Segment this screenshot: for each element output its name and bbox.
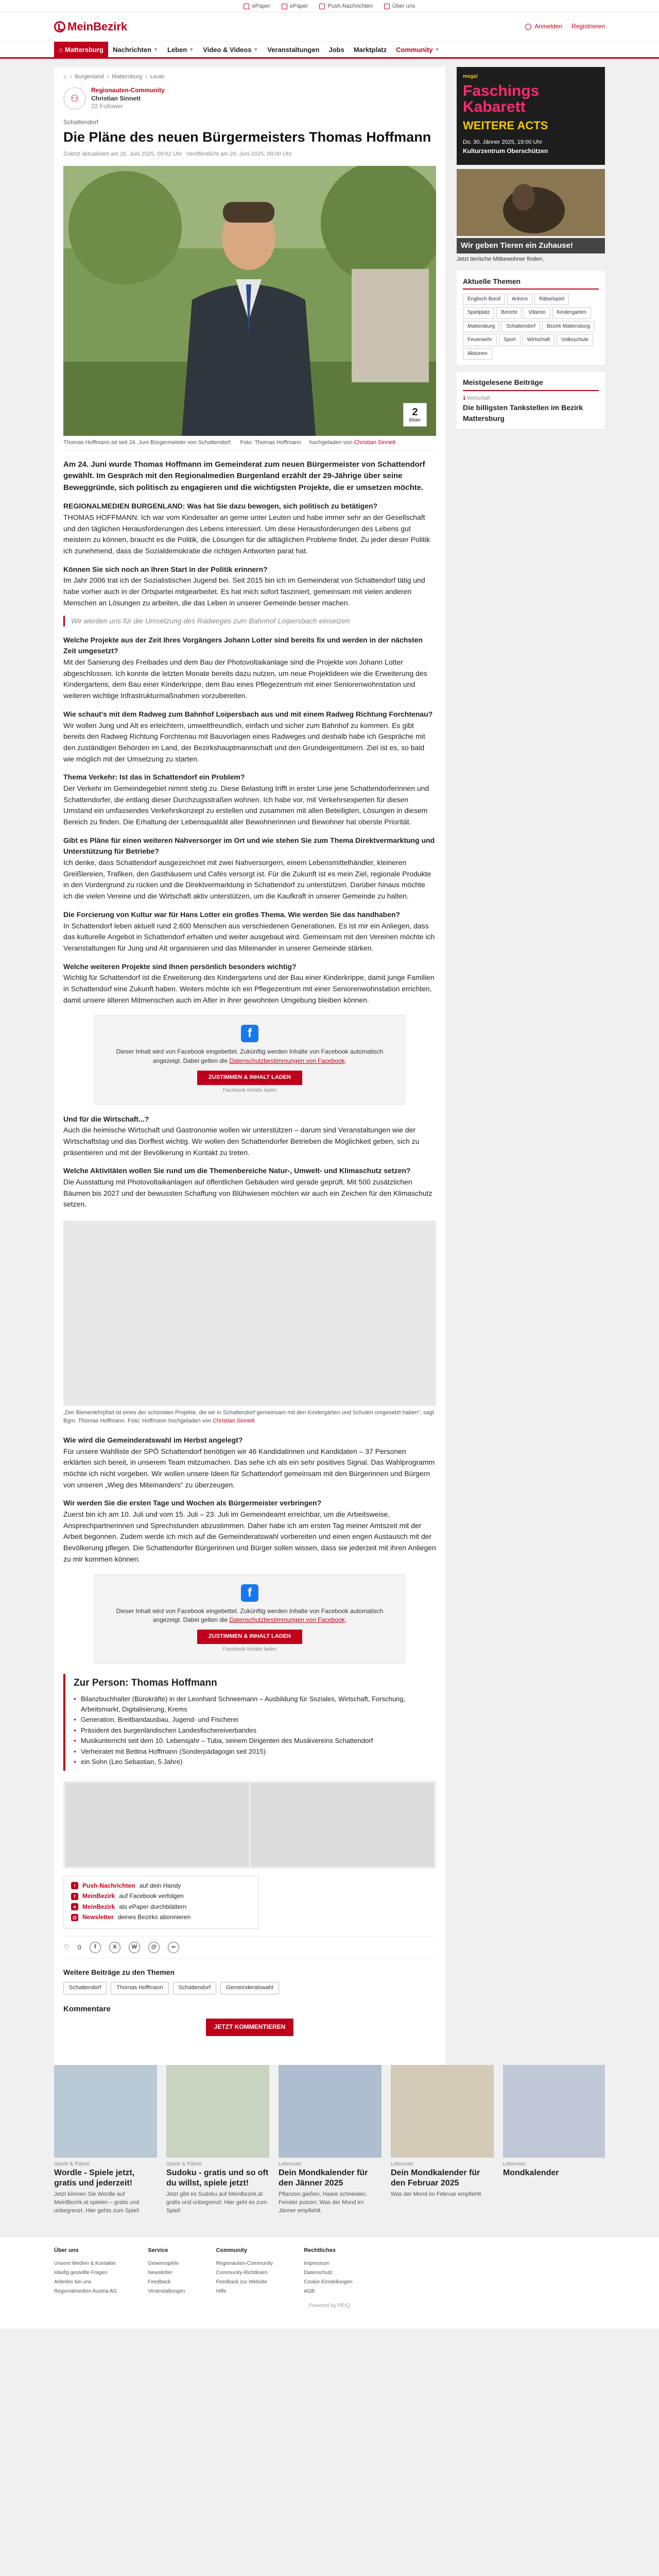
- teaser-card[interactable]: Lebensart Dein Mondkalender für den Jänner 2025 Pflanzen gießen, Haare schneiden, Fenster putzen: Was der Mond im Jänner empfiehlt.: [279, 2065, 381, 2215]
- main-navigation: [0, 41, 659, 59]
- interview-qa: Und für die Wirtschaft...? Auch die heimische Wirtschaft und Gastronomie wollen wir unterstützen – darum sind Veranstaltungen wie der Wirtschaftstag und das Dorffest wichtig. Wir wollen den Schattendorfer Betrieben die Möglichkeit geben, sich zu präsentieren und mit der Bevölkerung in Kontakt zu treten.: [63, 1114, 420, 1157]
- teaser-image: [279, 2065, 381, 2158]
- comments-title: Kommentare: [63, 2004, 111, 2013]
- footer-col-about: Über uns Unsere Medien & Kontakte Häufig gestellte Fragen Arbeiten bei uns Regionalmedien Austria AG: [54, 2247, 117, 2296]
- footer-link[interactable]: Regionauten-Community: [216, 2260, 273, 2266]
- tag[interactable]: Thomas Hoffmann: [111, 1982, 168, 1994]
- article-main: [54, 67, 445, 2065]
- hero-caption: Thomas Hoffmann ist seit 24. Juni Bürgermeister von Schattendorf. Foto: Thomas Hoffmann hochgeladen von Christian Sinnett: [63, 436, 436, 451]
- interview-qa: Wie schaut's mit dem Radweg zum Bahnhof Loipersbach aus und mit einem Radweg Richtung Forchtenau? Wir wollen Jung und Alt es erleichtern, umweltfreundlich, einfach und sicher zum Bahnhof zu kommen. Es gibt bereits den Radweg Richtung Forchtenau mit Bauvorlagen eines Radweges und deshalb habe ich Gespräche mit den zuständigen Behörden im Land, der Bezirkshauptmannschaft und den Grundeigentümern. Ziel ist es, so bald wie möglich mit der Umsetzung zu starten.: [63, 709, 433, 763]
- author-followers: 22 Follower: [91, 103, 124, 110]
- topic-chip[interactable]: Vitamin: [524, 307, 550, 319]
- privacy-link[interactable]: Datenschutzbestimmungen von Facebook: [229, 1616, 345, 1623]
- footer-link[interactable]: Impressum: [304, 2260, 330, 2266]
- promo-epaper[interactable]: e MeinBezirk als ePaper durchblättern: [71, 1903, 251, 1911]
- photo-count: 2: [412, 406, 418, 418]
- pull-quote: Wir werden uns für die Umsetzung des Radweges zum Bahnhof Loipersbach einsetzen: [63, 616, 436, 626]
- hero-photo: [63, 166, 436, 436]
- newspaper-icon: [282, 4, 287, 9]
- footer-link[interactable]: AGB: [304, 2288, 315, 2294]
- interview-block: [63, 501, 436, 1006]
- interview-qa: Welche weiteren Projekte sind Ihnen persönlich besonders wichtig? Wichtig für Schattendorf ist die Erweiterung des Kindergartens und der Bau einer Kinderkrippe, damit junge Familien in Schattendorf eine Zukunft haben. Weiters möchte ich ein Pflegezentrum mit einer Seniorenwohnstation errichten, damit unsere älteren Mitmenschen auch im Alter in ihrer gewohnten Umgebung bleiben können.: [63, 962, 435, 1004]
- topbar-item-about[interactable]: Über uns: [384, 0, 415, 12]
- interview-qa: Thema Verkehr: Ist das in Schattendorf ein Problem? Der Verkehr im Gemeindegebiet nimmt stetig zu. Diese Belastung trifft in erster Linie jene Schattendorferinnen und Schattendorfer, die entlang dieser Durchzugsstraßen wohnen. Ich habe vor, mit Verkehrsexperten für diesen Umstand ein umfassendes Verkehrskonzept zu erstellen und zusammen mit allen Beteiligten, Lösungen in diesem Bereich zu finden. Die Erhaltung der Lebensqualität aller Bewohnerinnen und Bewohner hat oberste Priorität.: [63, 773, 429, 826]
- home-icon[interactable]: ⌂: [63, 74, 67, 80]
- nav-item-marktplatz[interactable]: Marktplatz: [353, 46, 387, 54]
- page-title: Die Pläne des neuen Bürgermeisters Thomas Hoffmann: [63, 129, 431, 145]
- promo-facebook[interactable]: f MeinBezirk auf Facebook verfolgen: [71, 1892, 251, 1901]
- topic-chip[interactable]: Volksschule: [557, 334, 593, 346]
- chevron-down-icon: ▼: [153, 47, 159, 52]
- chevron-down-icon: ▼: [253, 47, 258, 52]
- share-bar: [63, 1936, 436, 1959]
- topic-chip[interactable]: Sport: [499, 334, 521, 346]
- facebook-icon: f: [241, 1584, 258, 1602]
- interview-qa: Wir werden Sie die ersten Tage und Wochen als Bürgermeister verbringen? Zuerst bin ich am 10. Juli und vom 15. Juli – 23. Juli im Gemeindeamt erreichbar, um die Arbeitsweise, Ansprechpartnerinnen und Sprechstunden abzustimmen. Daher habe ich am ersten Tag meiner Amtszeit mit der Arbeit begonnen. Zudem werde ich mich auf die Gemeinderatswahl vorbereiten und einen engen Austausch mit der Bevölkerung pflegen. Die Schattendorfer Bürgerinnen und Bürger sollen wissen, dass sie jederzeit mit ihren Anliegen zu mir kommen können.: [63, 1499, 436, 1563]
- consent-load-button[interactable]: ZUSTIMMEN & INHALT LADEN: [197, 1071, 302, 1085]
- teaser-image: [391, 2065, 494, 2158]
- info-icon: [384, 4, 390, 9]
- teaser-card[interactable]: Lebensart Mondkalender: [503, 2065, 605, 2215]
- interview-qa: Wie wird die Gemeinderatswahl im Herbst angelegt? Für unsere Wahlliste der SPÖ Schattendorf benötigen wir 46 Kandidatinnen und Kandidaten – 37 Personen erklärten sich bereit, in unserem Team mitzumachen. Das sehe ich als ein sehr positives Signal. Das Wahlprogramm möchte ich nicht vorgeben. Wir wollen unsere Ideen für Schattendorf gemeinsam mit den Bürgerinnen und Bürgern von unseren „Wieg des Miteinanders“ zu überzeugen.: [63, 1435, 435, 1489]
- tag-list: [63, 1982, 436, 1994]
- ad-banner[interactable]: mega! Faschings Kabarett WEITERE ACTS Do. 30. Jänner 2025, 19:00 Uhr Kulturzentrum Oberschützen: [457, 67, 605, 165]
- top-utility-bar: [0, 0, 659, 12]
- facebook-embed-consent-2: f Dieser Inhalt wird von Facebook eingebettet. Zukünftig werden Inhalte von Facebook automatisch angezeigt. Dabei gelten die Datenschutzbestimmungen von Facebook. ZUSTIMMEN & INHALT LADEN Facebook-Inhalte laden: [94, 1574, 405, 1664]
- gallery-thumb[interactable]: [65, 1783, 249, 1867]
- updated-date: Zuletzt aktualisiert am 26. Juni 2025, 09:02 Uhr: [63, 150, 182, 157]
- x-share-icon[interactable]: X: [109, 1942, 120, 1953]
- list-item: • ein Sohn (Leo Sebastian, 5 Jahre): [74, 1757, 436, 1767]
- gallery-strip[interactable]: [63, 1781, 436, 1869]
- interview-qa: Gibt es Pläne für einen weiteren Nahversorger im Ort und wie stehen Sie zum Thema Direktvermarktung und Unterstützung für Betriebe? Ich denke, dass Schattendorf ausgezeichnet mit zwei Nahversorgern, einem Lebensmittelhändler, kleineren Greißlereien, Trafiken, den Gasthäusern und Cafés versorgt ist. Für die Zukunft ist es mein Ziel, regionale Produkte in den Vordergrund zu rücken und die Direktvermarktung in Schattendorf zu unterstützen. Darüber hinaus möchte ich die vielen Vereine und die Wirtschaft aktiv unterstützen, um die Kaufkraft in unserer Gemeinde zu halten.: [63, 836, 435, 901]
- nav-item-nachrichten[interactable]: Nachrichten ▼: [108, 42, 163, 58]
- topic-chip[interactable]: Englisch Bund: [463, 294, 505, 306]
- footer-link[interactable]: Arbeiten bei uns: [54, 2279, 92, 2285]
- facebook-embed-consent: f Dieser Inhalt wird von Facebook eingebettet. Zukünftig werden Inhalte von Facebook automatisch angezeigt. Dabei gelten die Datenschutzbestimmungen von Facebook. ZUSTIMMEN & INHALT LADEN Facebook-Inhalte laden: [94, 1015, 405, 1104]
- footer-col-service: Service Gewinnspiele Newsletter Feedback Veranstaltungen: [148, 2247, 185, 2296]
- teaser-card[interactable]: Spiele & Rätsel Wordle - Spiele jetzt, gratis und jederzeit! Jetzt können Sie Wordle auf MeinBezirk.at spielen – gratis und unbegrenzt. Hier gehts zum Spiel!: [54, 2065, 157, 2215]
- footer-link[interactable]: Cookie-Einstellungen: [304, 2279, 353, 2285]
- teaser-card[interactable]: Spiele & Rätsel Sudoku - gratis und so oft du willst, spiele jetzt! Jetzt gibt es Sudoku auf MeinBezirk.at gratis und unbegrenzt. Hier geht es zum Spiel!: [166, 2065, 269, 2215]
- interview-qa: Die Forcierung von Kultur war für Hans Lotter ein großes Thema. Wie werden Sie das handhaben? In Schattendorf leben aktuell rund 2.600 Menschen aus verschiedenen Generationen. Es ist mir ein Anliegen, dass das kulturelle Angebot in Schattendorf erhalten und weiter ausgebaut wird. Gemeinsam mit den Vereinen möchte ich Veranstaltungen für Jung und Alt organisieren und das Miteinander in unserer Gemeinde stärken.: [63, 910, 435, 952]
- hero-image[interactable]: [63, 166, 436, 436]
- promo-newsletter[interactable]: @ Newsletter deines Bezirks abonnieren: [71, 1913, 251, 1922]
- topic-chip[interactable]: Rätselspiel: [534, 294, 569, 306]
- topic-chip[interactable]: Kindergarten: [552, 307, 591, 319]
- interview-qa: Können Sie sich noch an Ihren Start in der Politik erinnern? Im Jahr 2006 trat ich der Sozialistischen Jugend bei. Seit 2015 bin ich im Gemeinderat von Schattendorf tätig und habe vorher auch in der Ortspartei mitgearbeitet. Es hat mich sofort fasziniert, gemeinsam mit vielen anderen Menschen an Lösungen zu arbeiten, die das Leben in unserer Gemeinde besser machen.: [63, 565, 425, 607]
- topbar-item-epaper-2[interactable]: ePaper: [282, 0, 308, 12]
- topic-chip[interactable]: Feuerwehr: [463, 334, 497, 346]
- nav-item-jobs[interactable]: Jobs: [328, 46, 344, 54]
- footer-link[interactable]: Gewinnspiele: [148, 2260, 179, 2266]
- login-link[interactable]: Anmelden: [525, 22, 562, 31]
- list-item: • Generation, Breitbandausbau, Jugend- und Fischerei: [74, 1715, 436, 1725]
- teaser-image: [166, 2065, 269, 2158]
- interview-qa: Welche Projekte aus der Zeit Ihres Vorgängers Johann Lotter sind bereits fix und werden in der nächsten Zeit umgesetzt? Mit der Sanierung des Freibades und dem Bau der Photovoltaikanlage sind die Projekte von Johann Lotter abgeschlossen. Ich konnte die letzten Monate bereits dazu nutzen, um neue Projektideen wie die Erweiterung des Kindergartens, dem Bau einer Kinderkrippe, dem Bau eines Pflegezentrum mit einer Seniorenwohnstation und weiteren wichtige Infrastrukturmaßnahmen vorzubereiten.: [63, 635, 427, 700]
- author-name[interactable]: Christian Sinnett: [91, 94, 141, 102]
- site-header: [0, 12, 659, 41]
- footer-copyright: Powered by PEIQ: [309, 2302, 350, 2309]
- more-topics-title: Weitere Beiträge zu den Themen: [63, 1968, 175, 1977]
- gallery-count-button[interactable]: 2 Bilder: [403, 403, 427, 427]
- community-icon: ⚇: [70, 93, 79, 104]
- topbar-item-push[interactable]: Push-Nachrichten: [319, 0, 372, 12]
- infobox-title: Zur Person: Thomas Hoffmann: [74, 1677, 217, 1688]
- sidebar: [457, 67, 605, 2065]
- site-logo[interactable]: MeinBezirk: [54, 19, 127, 35]
- teaser-image: [503, 2065, 605, 2158]
- rank-number: 1: [463, 395, 466, 401]
- logo-icon: [54, 21, 65, 32]
- embed-small-link[interactable]: Facebook-Inhalte laden: [222, 1647, 277, 1653]
- teaser-row: [54, 2065, 605, 2215]
- body-photo: [63, 1221, 436, 1406]
- mail-icon: @: [71, 1914, 78, 1921]
- site-footer: [0, 2236, 659, 2329]
- most-read-item[interactable]: 1 Wirtschaft: [463, 395, 490, 401]
- topic-chip[interactable]: Bezirk Mattersburg: [542, 321, 595, 333]
- list-item: • Musikunterricht seit dem 10. Lebensjahr – Tuba, seinem Dirigenten des Musikvereins Schattendorf: [74, 1736, 436, 1746]
- gallery-thumb[interactable]: [251, 1783, 434, 1867]
- ad-headline: Wir geben Tieren ein Zuhause!: [457, 238, 605, 253]
- breadcrumb-item[interactable]: Mattersburg: [112, 74, 142, 80]
- avatar[interactable]: [63, 87, 86, 110]
- list-item: • Verheiratet mit Bettina Hoffmann (Sonderpädagogin seit 2015): [74, 1747, 436, 1757]
- footer-link[interactable]: Feedback: [148, 2279, 171, 2285]
- bell-icon: !: [71, 1882, 78, 1889]
- author-box: [63, 87, 436, 111]
- topic-chip[interactable]: Schattendorf: [501, 321, 540, 333]
- topics-box: [457, 271, 605, 365]
- footer-col-legal: Rechtliches Impressum Datenschutz Cookie-Einstellungen AGB: [304, 2247, 353, 2296]
- list-item: • Präsident des burgenländischen Landesfischereiverbandes: [74, 1725, 436, 1736]
- topic-chip[interactable]: Bericht: [496, 307, 522, 319]
- nav-item-mattersburg[interactable]: ⌂ Mattersburg: [54, 42, 108, 58]
- credit-link[interactable]: Christian Sinnett: [213, 1418, 255, 1424]
- footer-link[interactable]: Community-Richtlinien: [216, 2269, 268, 2276]
- topic-chip[interactable]: Aktionen: [463, 348, 492, 360]
- bell-icon: [319, 4, 325, 9]
- facebook-icon: f: [71, 1893, 78, 1900]
- interview-qa: Welche Aktivitäten wollen Sie rund um die Themenbereiche Natur-, Umwelt- und Klimaschutz setzen? Die Ausstattung mit Photovoltaikanlagen auf öffentlichen Gebäuden wird gerade geprüft. Mit 500 zusätzlichen Bäumen bis 2027 und der bewussten Schaffung von Blühwiesen möchten wir auch ein Zeichen für den Klimaschutz setzen.: [63, 1166, 432, 1209]
- privacy-link[interactable]: Datenschutzbestimmungen von Facebook: [229, 1057, 345, 1064]
- breadcrumb-item[interactable]: Burgenland: [75, 74, 104, 80]
- tag[interactable]: Schattendorf: [173, 1982, 216, 1994]
- person-infobox: [63, 1674, 436, 1771]
- teaser-image: [54, 2065, 157, 2158]
- tag[interactable]: Gemeinderatswahl: [220, 1982, 279, 1994]
- body-image-caption: „Der Bienenlehrpfad ist eines der schönsten Projekte, die wir in Schattendorf gemeinsam mit den Kindergärten und Schulen umgesetzt haben", sagt Bgm. Thomas Hoffmann. Foto: Hoffmann hochgeladen von Christian Sinnett: [63, 1410, 434, 1424]
- footer-link[interactable]: Hilfe: [216, 2288, 227, 2294]
- promo-box: [63, 1876, 259, 1929]
- embed-small-link[interactable]: Facebook-Inhalte laden: [222, 1088, 277, 1094]
- nav-item-leben[interactable]: Leben ▼: [163, 42, 198, 58]
- heart-icon[interactable]: ♡: [63, 1943, 70, 1951]
- footer-link[interactable]: Feedback zur Website: [216, 2279, 267, 2285]
- topic-chip[interactable]: Antons: [507, 294, 532, 306]
- facebook-icon: f: [241, 1025, 258, 1042]
- topic-chip[interactable]: Wirtschaft: [523, 334, 554, 346]
- register-link[interactable]: Registrieren: [571, 23, 605, 30]
- published-date: Veröffentlicht am 26. Juni 2025, 09:00 Uhr: [186, 150, 292, 157]
- most-read-article-title[interactable]: Die billigsten Tankstellen im Bezirk Mattersburg: [463, 403, 583, 422]
- author-role: Regionauten-Community: [91, 86, 165, 94]
- footer-link[interactable]: Newsletter: [148, 2269, 172, 2276]
- most-read-title: Meistgelesene Beiträge: [463, 377, 599, 391]
- footer-link[interactable]: Unsere Medien & Kontakte: [54, 2260, 116, 2266]
- topbar-item-epaper[interactable]: ePaper: [244, 0, 270, 12]
- credit-link[interactable]: Christian Sinnett: [354, 439, 396, 446]
- footer-link[interactable]: Häufig gestellte Fragen: [54, 2269, 108, 2276]
- topics-title: Aktuelle Themen: [463, 276, 599, 290]
- facebook-share-icon[interactable]: f: [90, 1942, 101, 1953]
- article-meta: [63, 150, 436, 159]
- chevron-down-icon: ▼: [189, 47, 194, 52]
- ad-subline: Jetzt tierische Mitbewohner finden.: [457, 256, 544, 262]
- body-image[interactable]: [63, 1221, 436, 1406]
- nav-item-videos[interactable]: Video & Videos ▼: [198, 42, 263, 58]
- nav-item-veranstaltungen[interactable]: Veranstaltungen: [267, 46, 320, 54]
- dog-photo: [457, 169, 605, 236]
- interview-qa: REGIONALMEDIEN BURGENLAND: Was hat Sie dazu bewogen, sich politisch zu betätigen? THOMAS HOFFMANN: Ich war vom Kindesalter an gerne unter Leuten und habe immer sehr an der Gesellschaft und den täglichen Herausforderungen des Lebens interessiert. Um diese Herausforderungen des Lebens gut meistern zu können, braucht es die Politik, die Lösungen für die alltäglichen Probleme findet. Zu jeder dieser Politik ich zunehmend, dass die Sozialdemokratie die richtigen Antworten parat hat.: [63, 502, 430, 555]
- newspaper-icon: [244, 4, 249, 9]
- teaser-card[interactable]: Lebensart Dein Mondkalender für den Februar 2025 Was der Mond im Februar empfiehlt.: [391, 2065, 494, 2215]
- topic-chip[interactable]: Mattersburg: [463, 321, 499, 333]
- newspaper-icon: e: [71, 1903, 78, 1910]
- location-icon: ⌂: [59, 46, 63, 54]
- whatsapp-share-icon[interactable]: W: [129, 1942, 140, 1953]
- like-count: 0: [77, 1943, 81, 1951]
- consent-load-button[interactable]: ZUSTIMMEN & INHALT LADEN: [197, 1630, 302, 1644]
- nav-item-community[interactable]: Community ▼: [391, 42, 444, 58]
- most-read-box: [457, 372, 605, 428]
- list-item: • Bilanzbuchhalter (Bürokräfte) in der Leonhard Schneemann – Ausbildung für Soziales, Wirtschaft, Forschung, Arbeitsmarkt, Digitalisierung, Krems: [74, 1694, 436, 1714]
- copy-link-icon[interactable]: ∞: [168, 1942, 179, 1953]
- tag[interactable]: Schattendorf: [63, 1982, 107, 1994]
- user-icon: [525, 24, 531, 30]
- ad-banner-animals[interactable]: [457, 169, 605, 236]
- article-kicker: Schattendorf: [63, 118, 99, 126]
- article-lead: Am 24. Juni wurde Thomas Hoffmann im Gemeinderat zum neuen Bürgermeister von Schattendorf gewählt. Im Gespräch mit den Regionalmedien Burgenland erzählt der 29-Jährige über seine Beweggründe, sich politisch zu engagieren und die wichtigsten Projekte, die er umsetzen möchte.: [63, 460, 425, 492]
- footer-col-community: Community Regionauten-Community Community-Richtlinien Feedback zur Website Hilfe: [216, 2247, 273, 2296]
- chevron-down-icon: ▼: [435, 47, 440, 52]
- promo-push[interactable]: ! Push-Nachrichten auf dein Handy: [71, 1882, 251, 1890]
- mail-share-icon[interactable]: @: [148, 1942, 160, 1953]
- footer-link[interactable]: Regionalmedien Austria AG: [54, 2288, 117, 2294]
- footer-link[interactable]: Veranstaltungen: [148, 2288, 185, 2294]
- footer-link[interactable]: Datenschutz: [304, 2269, 333, 2276]
- comment-button[interactable]: JETZT KOMMENTIEREN: [206, 2019, 293, 2036]
- breadcrumb-item[interactable]: Leute: [150, 74, 165, 80]
- topic-chip[interactable]: Spielplatz: [463, 307, 494, 319]
- breadcrumb: ⌂ › Burgenland › Mattersburg › Leute: [63, 73, 436, 81]
